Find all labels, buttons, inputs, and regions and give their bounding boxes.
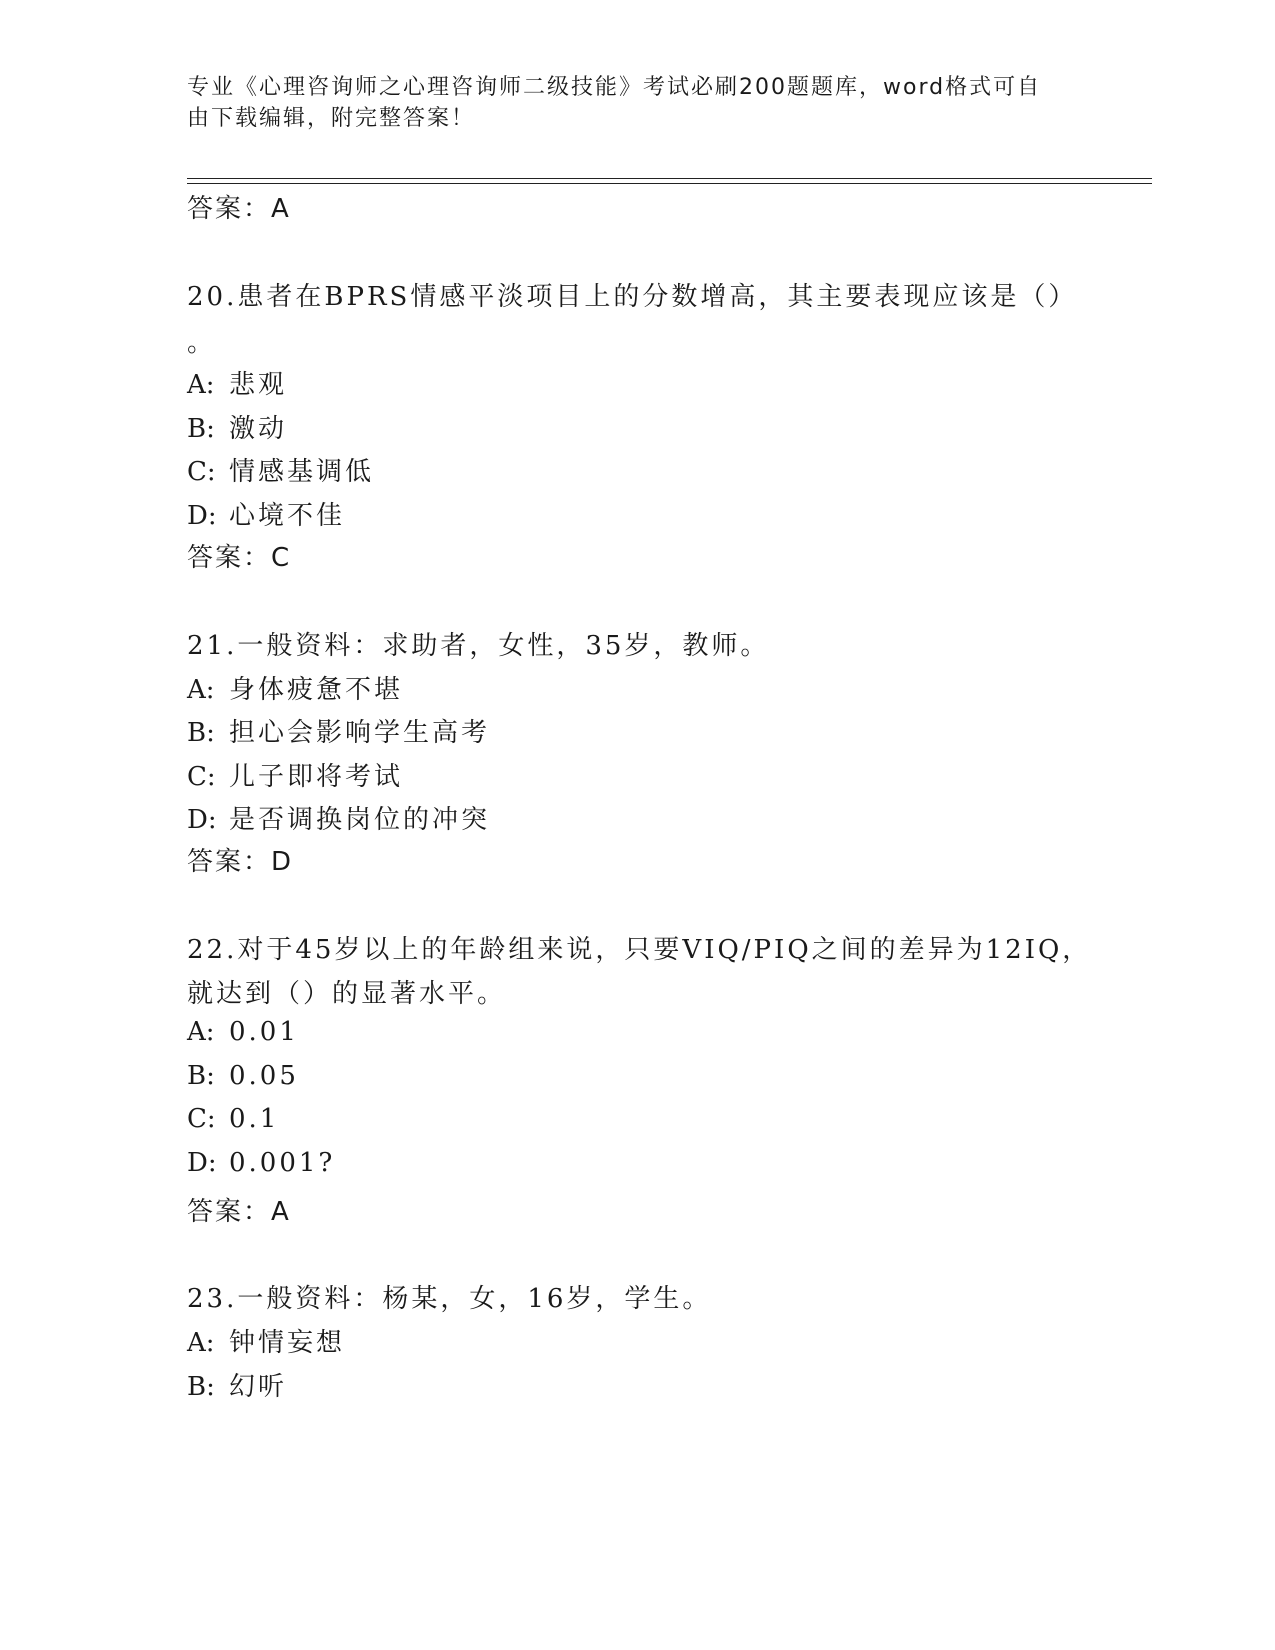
option-text: 身体疲惫不堪 (229, 675, 404, 705)
header-rule-bottom (187, 183, 1152, 184)
option-text: 0.1 (229, 1104, 280, 1134)
option-text: 是否调换岗位的冲突 (229, 805, 491, 835)
question-22-option-c (187, 1104, 279, 1134)
header-line-2: 由下载编辑，附完整答案！ (187, 106, 476, 131)
option-key: D: (187, 805, 217, 835)
question-20-option-c (187, 451, 374, 488)
question-21-stem: 21.一般资料：求助者，女性，35岁，教师。 (187, 631, 770, 661)
question-23-option-b (187, 1366, 287, 1403)
option-text: 悲观 (229, 370, 288, 400)
option-key: C: (187, 457, 216, 487)
question-20-answer: 答案：C (187, 543, 292, 573)
option-text: 0.001? (229, 1148, 336, 1178)
question-20-stem: 20.患者在BPRS情感平淡项目上的分数增高，其主要表现应该是（） (187, 282, 1078, 312)
document-header (187, 72, 1067, 134)
question-22-option-d (187, 1148, 335, 1178)
option-key: B: (187, 1372, 215, 1402)
option-text: 激动 (229, 414, 288, 444)
question-22-stem: 22.对于45岁以上的年龄组来说，只要VIQ/PIQ之间的差异为12IQ， (187, 935, 1092, 965)
option-key: A: (187, 1017, 215, 1047)
option-key: C: (187, 762, 216, 792)
question-22-stem-cont: 就达到（）的显著水平。 (187, 979, 507, 1009)
question-21-option-d (187, 799, 490, 836)
question-22-option-b (187, 1061, 299, 1091)
option-text: 担心会影响学生高考 (229, 718, 491, 748)
option-key: A: (187, 1328, 215, 1358)
option-text: 情感基调低 (229, 457, 375, 487)
option-text: 幻听 (229, 1372, 288, 1402)
question-20-option-d (187, 495, 345, 532)
option-key: B: (187, 414, 215, 444)
option-text: 儿子即将考试 (229, 762, 404, 792)
answer-previous: 答案：A (187, 194, 291, 224)
question-22-answer: 答案：A (187, 1197, 291, 1227)
option-key: D: (187, 1148, 217, 1178)
header-rule-top (187, 178, 1152, 179)
question-20-option-a (187, 364, 287, 401)
question-22-option-a (187, 1017, 299, 1047)
question-21-option-a (187, 669, 403, 706)
question-20-stem-cont: 。 (187, 328, 217, 358)
option-key: B: (187, 718, 215, 748)
option-text: 心境不佳 (229, 501, 346, 531)
option-key: D: (187, 501, 217, 531)
option-key: C: (187, 1104, 216, 1134)
question-21-option-c (187, 756, 403, 793)
question-23-option-a (187, 1322, 345, 1359)
question-21-option-b (187, 712, 490, 749)
option-text: 钟情妄想 (229, 1328, 346, 1358)
option-text: 0.01 (229, 1017, 299, 1047)
option-key: A: (187, 675, 215, 705)
option-key: A: (187, 370, 215, 400)
option-key: B: (187, 1061, 215, 1091)
question-21-answer: 答案：D (187, 847, 294, 877)
option-text: 0.05 (229, 1061, 299, 1091)
question-23-stem: 23.一般资料：杨某，女，16岁，学生。 (187, 1284, 712, 1314)
header-line-1: 专业《心理咨询师之心理咨询师二级技能》考试必刷200题题库，word格式可自 (187, 75, 1042, 100)
question-20-option-b (187, 408, 287, 445)
